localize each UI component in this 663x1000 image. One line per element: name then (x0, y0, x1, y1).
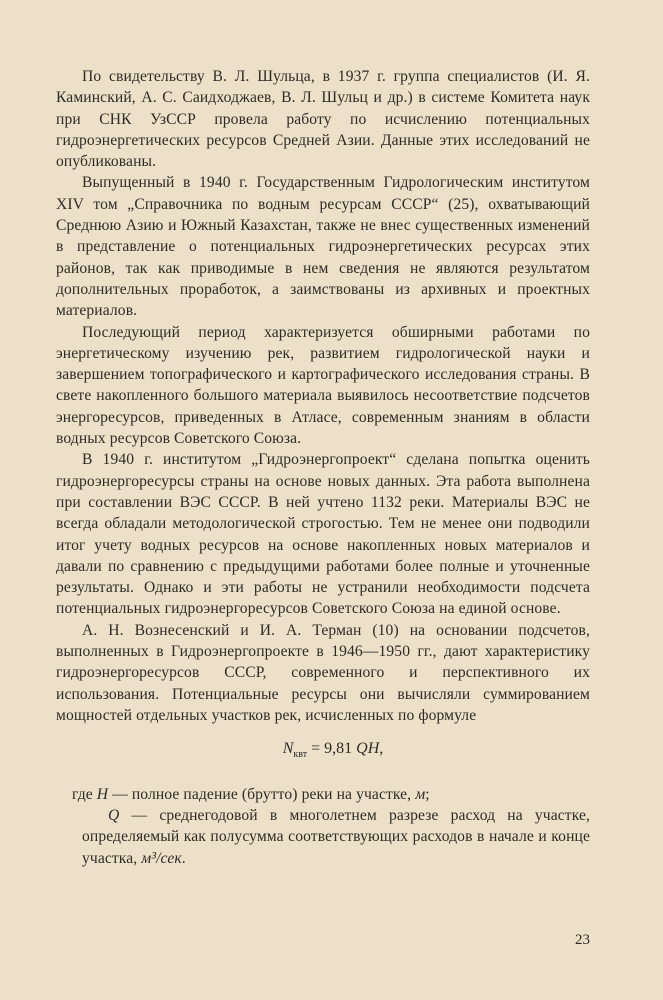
definition-end-h: ; (425, 785, 430, 803)
definition-var-h: H (96, 785, 109, 803)
formula-subscript: квт (293, 749, 308, 761)
paragraph-4: В 1940 г. институтом „Гидроэнергопроект“ сделана попытка оценить гидроэнергоресурсы страны на основе новых данных. Эта работа выполнена при составлении ВЭС СССР. В ней учтено 1132 реки. Материалы ВЭС не всегда обладали методологической строгостью. Тем не менее они подводили итог учету водных ресурсов на основе накопленных новых материалов и давали по сравнению с предыдущими работами более полные и уточненные результаты. Однако и эти работы не устранили необходимости подсчета потенциальных гидроэнергоресурсов Советского Союза на единой основе. (56, 451, 590, 618)
definition-end-q: . (181, 849, 186, 867)
definition-text-h: — полное падение (брутто) реки на участке, (112, 785, 412, 803)
paragraph-3: Последующий период характеризуется обширными работами по энергетическому изучению рек, развитием гидрологической науки и завершением топографического и картографического исследования страны. В свете накопленного большого материала выявилось несоответствие подсчетов энергоресурсов, приведенных в Атласе, современным знаниям в области водных ресурсов Советского Союза. (56, 323, 590, 448)
formula-number: = 9,81 (311, 740, 353, 758)
definitions (56, 784, 590, 869)
paragraph-1: По свидетельству В. Л. Шульца, в 1937 г. группа специалистов (И. Я. Каминский, А. С. Саидходжаев, В. Л. Шульц и др.) в системе Комитета наук при СНК УзССР провела работу по исчислению потенциальных гидроэнергетических ресурсов Средней Азии. Данные этих исследований не опубликованы. (56, 68, 590, 171)
definition-q (82, 805, 590, 869)
page-number: 23 (575, 932, 590, 948)
power-formula (76, 738, 590, 765)
definition-unit-h: м (415, 785, 426, 803)
formula-variables: QH (356, 740, 380, 758)
formula-symbol: N (282, 740, 294, 758)
definition-unit-q: м³/сек (141, 849, 182, 867)
definition-var-q: Q (108, 806, 120, 824)
definition-h (46, 784, 590, 805)
definition-lead: где (72, 785, 93, 803)
body-text (56, 66, 590, 869)
paragraph-2: Выпущенный в 1940 г. Государственным Гидрологическим институтом XIV том „Справочника по водным ресурсам СССР“ (25), охватывающий Среднюю Азию и Южный Казахстан, также не внес существенных изменений в представление о потенциальных гидроэнергетических ресурсах этих районов, так как приводимые в нем сведения не являются результатом дополнительных проработок, а заимствованы из архивных и проектных материалов. (56, 174, 590, 320)
paragraph-5: А. Н. Вознесенский и И. А. Терман (10) на основании подсчетов, выполненных в Гидроэнергопроекте в 1946—1950 гг., дают характеристику гидроэнергоресурсов СССР, современного и перспективного их использования. Потенциальные ресурсы они вычисляли суммированием мощностей отдельных участков рек, исчисленных по формуле (56, 621, 590, 724)
definition-text-q: — среднегодовой в многолетнем разрезе расход на участке, определяемый как полусумма соответствующих расходов в начале и конце участка, (82, 806, 590, 867)
formula-tail: , (379, 740, 384, 758)
